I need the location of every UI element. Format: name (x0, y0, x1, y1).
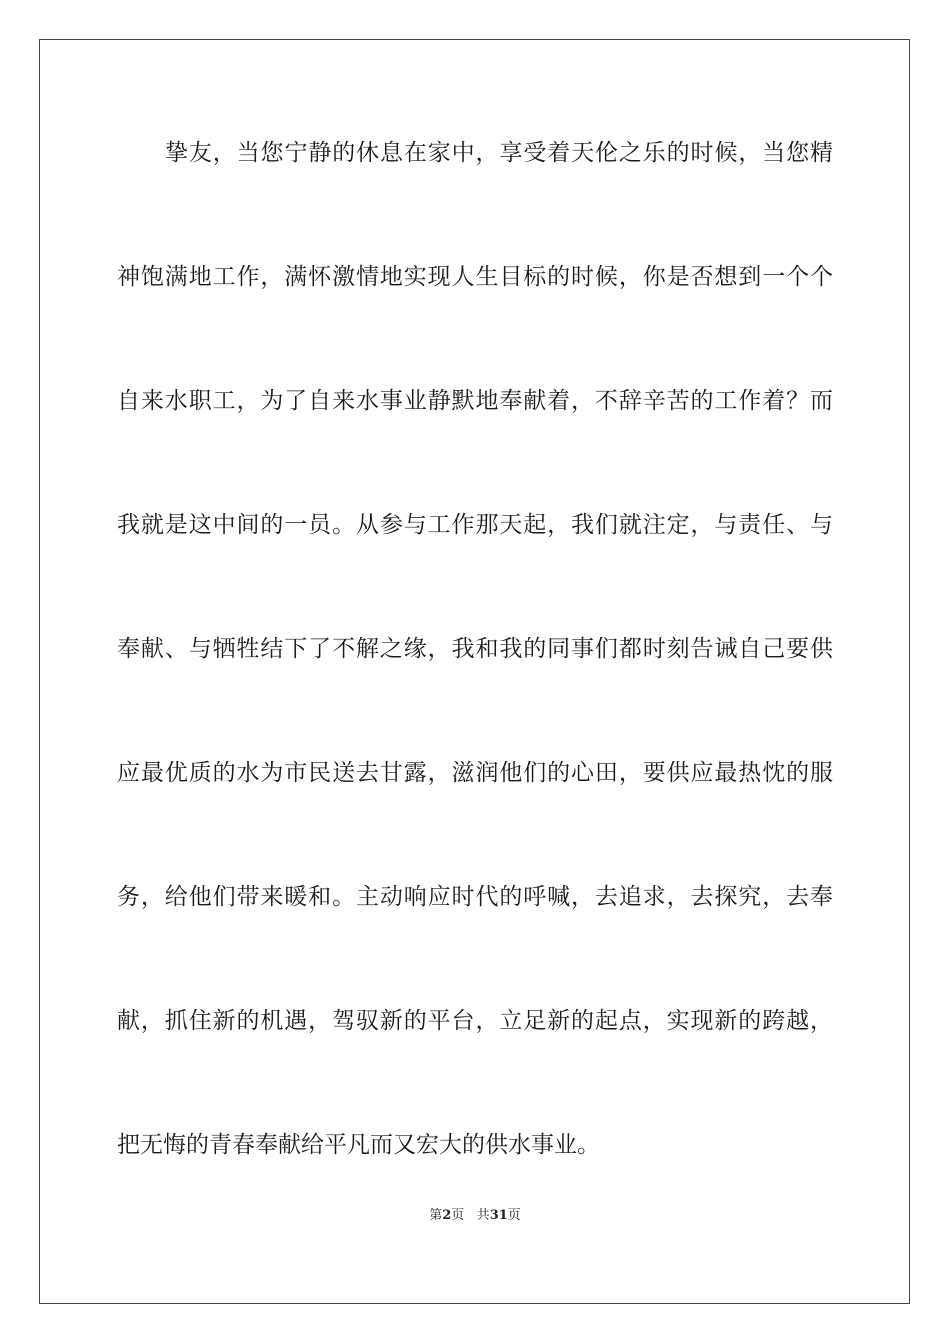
page-frame (39, 39, 910, 1304)
text-line-7: 务，给他们带来暖和。主动响应时代的呼喊，去追求，去探究，去奉 (117, 884, 833, 910)
footer-page-word: 页 (451, 1208, 465, 1223)
text-line-2: 神饱满地工作，满怀激情地实现人生目标的时候，你是否想到一个个 (117, 264, 833, 290)
text-line-4: 我就是这中间的一员。从参与工作那天起，我们就注定，与责任、与 (117, 512, 833, 538)
text-line-5: 奉献、与牺牲结下了不解之缘，我和我的同事们都时刻告诫自己要供 (117, 636, 833, 662)
body-text (40, 40, 909, 1303)
footer-total-prefix: 共 (476, 1208, 490, 1223)
page-footer (0, 1207, 950, 1225)
footer-total-suffix: 页 (507, 1208, 521, 1223)
text-line-6: 应最优质的水为市民送去甘露，滋润他们的心田，要供应最热忱的服 (117, 760, 833, 786)
text-line-9: 把无悔的青春奉献给平凡而又宏大的供水事业。 (117, 1132, 600, 1158)
text-line-3: 自来水职工，为了自来水事业静默地奉献着，不辞辛苦的工作着？而 (117, 388, 833, 414)
text-line-1: 挚友，当您宁静的休息在家中，享受着天伦之乐的时候，当您精 (165, 140, 833, 166)
text-line-8: 献，抓住新的机遇，驾驭新的平台，立足新的起点，实现新的跨越， (117, 1008, 833, 1034)
footer-current-page: 2 (442, 1208, 452, 1223)
footer-total-pages: 31 (489, 1208, 508, 1223)
footer-prefix: 第 (429, 1208, 443, 1223)
